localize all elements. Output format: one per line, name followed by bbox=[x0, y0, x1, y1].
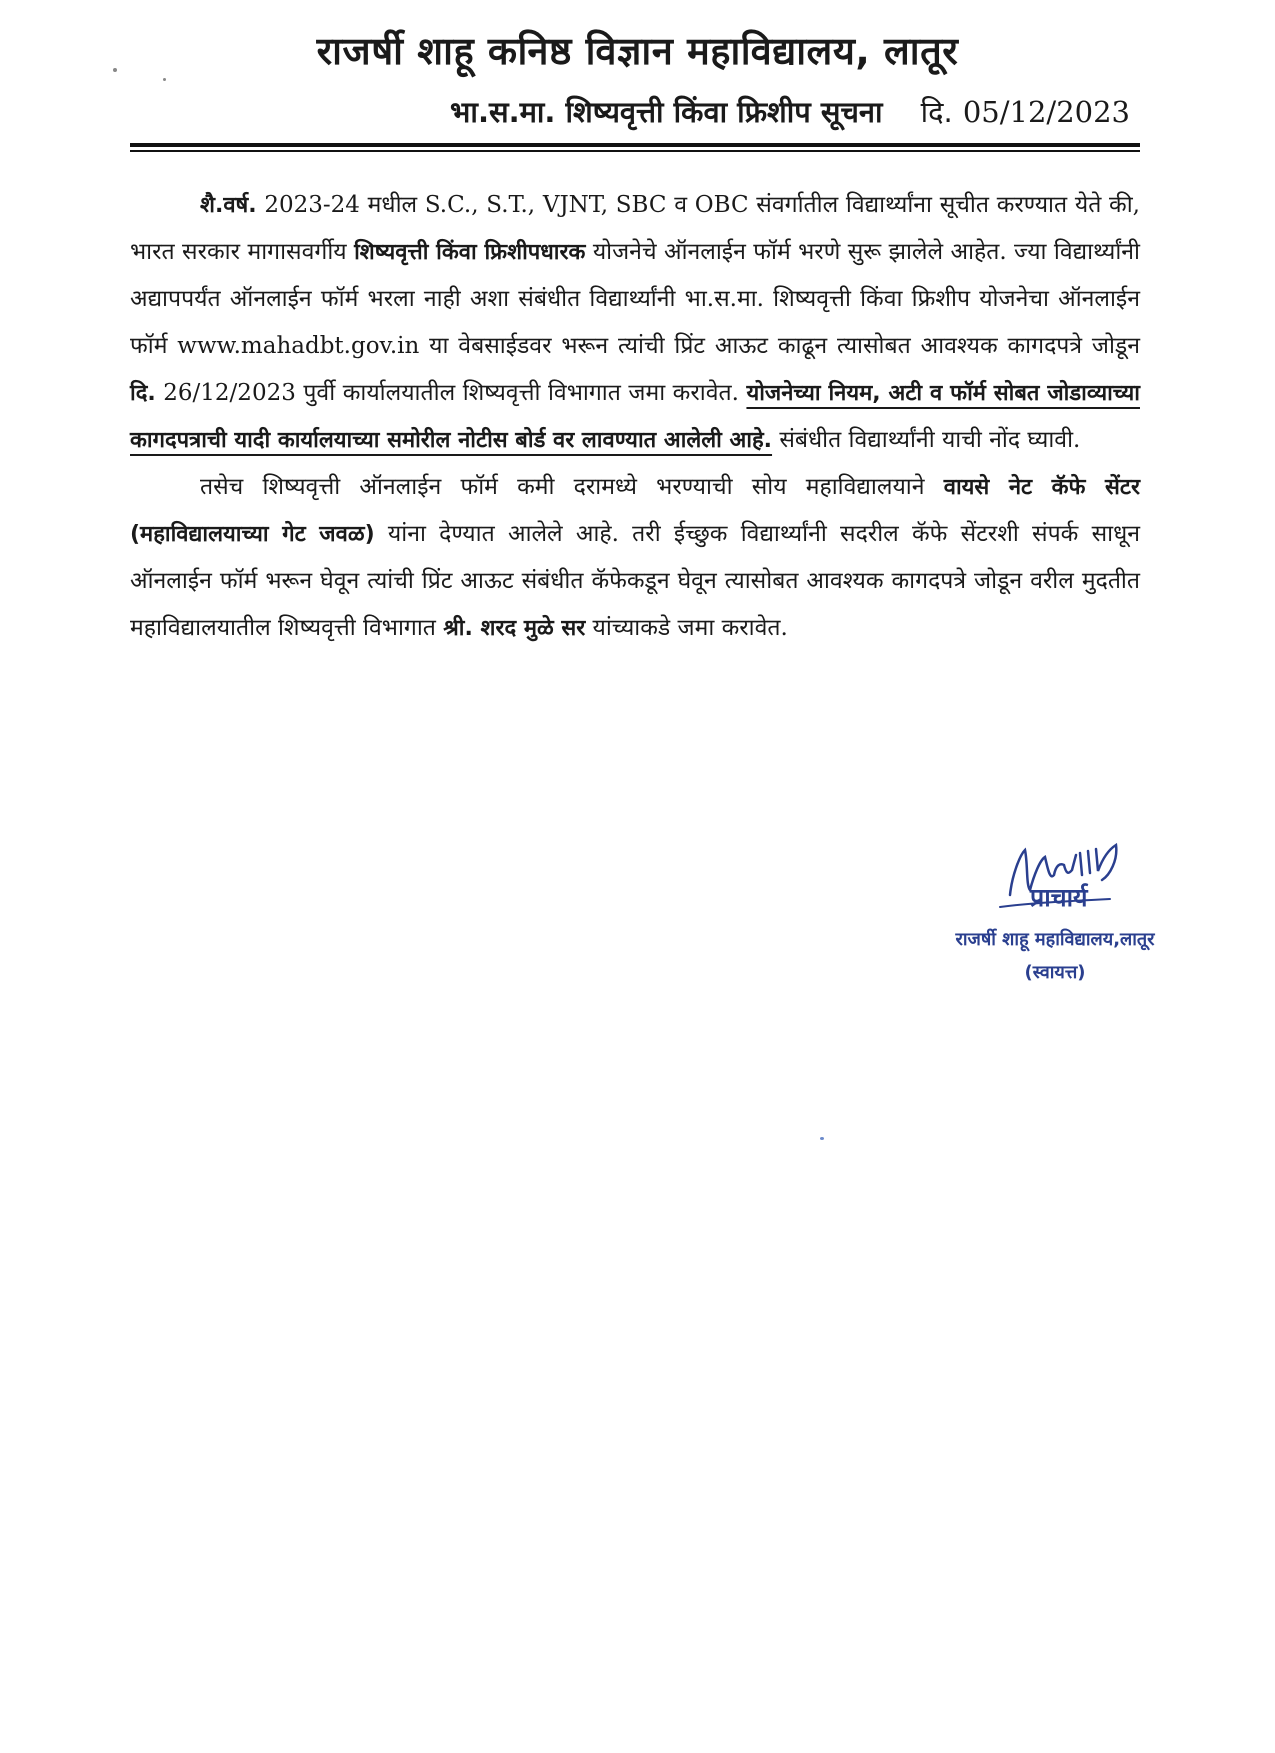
deadline-label: दि. bbox=[130, 381, 156, 406]
stamp-status: (स्वायत्त) bbox=[1024, 962, 1086, 983]
notice-title: भा.स.मा. शिष्यवृत्ती किंवा फ्रिशीप सूचना bbox=[450, 95, 883, 129]
cafe-name: वायसे नेट कॅफे सेंटर (महाविद्यालयाच्या गेट जवळ) bbox=[130, 475, 1141, 547]
paragraph-2-text: यांना देण्यात आलेले आहे. तरी ईच्छुक विद्यार्थ्यांनी सदरील कॅफे सेंटरशी संपर्क साधून ऑनलाईन फॉर्म भरून घेवून त्यांची प्रिंट आऊट संबंधीत कॅफेकडून घेवून त्यासोबत आवश्यक कागदपत्रे जोडून वरील मुदतीत महाविद्यालयातील शिष्यवृत्ती विभागात bbox=[130, 521, 1140, 641]
notice-subtitle bbox=[200, 92, 1130, 131]
date-label: दि. bbox=[920, 95, 953, 129]
paragraph-1-text: 2023-24 मधील S.C., S.T., VJNT, SBC व OBC संवर्गातील विद्यार्थ्यांना सूचीत करण्यात येते की, भारत सरकार मागासवर्गीय bbox=[130, 192, 1140, 265]
notice-board-text: योजनेच्या नियम, अटी व फॉर्म सोबत जोडाव्याच्या कागदपत्राची यादी कार्यालयाच्या समोरील नोटीस बोर्ड वर लावण्यात आलेली आहे. bbox=[130, 381, 1140, 453]
paragraph-2-text: तसेच शिष्यवृत्ती ऑनलाईन फॉर्म कमी दरामध्ये भरण्याची सोय महाविद्यालयाने bbox=[200, 474, 944, 500]
contact-person: श्री. शरद मुळे सर bbox=[443, 616, 586, 641]
designation: प्राचार्य bbox=[1030, 883, 1088, 912]
scheme-name: शिष्यवृत्ती किंवा फ्रिशीपधारक bbox=[354, 240, 586, 265]
college-title: राजर्षी शाहू कनिष्ठ विज्ञान महाविद्यालय, लातूर bbox=[316, 29, 959, 73]
paragraph-2-text: यांच्याकडे जमा करावेत. bbox=[585, 615, 788, 641]
paragraph-2 bbox=[130, 464, 1140, 652]
paragraph-1-text: योजनेचे ऑनलाईन फॉर्म भरणे सुरू झालेले आहेत. ज्या विद्यार्थ्यांनी अद्यापपर्यंत ऑनलाईन फॉर्म भरला नाही अशा संबंधीत विद्यार्थ्यांनी भा.स.मा. शिष्यवृत्ती किंवा फ्रिशीप योजनेचा ऑनलाईन फॉर्म www.mahadbt.gov.in या वेबसाईडवर भरून त्यांची प्रिंट आऊट काढून त्यासोबत आवश्यक कागदपत्रे जोडून bbox=[130, 239, 1141, 359]
paragraph-1 bbox=[130, 182, 1140, 464]
academic-year-label: शै.वर्ष. bbox=[200, 193, 257, 218]
paragraph-1-text: संबंधीत विद्यार्थ्यांनी याची नोंद घ्यावी. bbox=[772, 427, 1081, 453]
scan-speck bbox=[820, 1137, 824, 1140]
header-divider-thin bbox=[130, 150, 1140, 152]
stamp-college-name: राजर्षी शाहू महाविद्यालय,लातूर bbox=[955, 929, 1155, 950]
header-divider bbox=[130, 143, 1140, 147]
notice-date: 05/12/2023 bbox=[962, 95, 1130, 129]
notice-body bbox=[130, 182, 1140, 652]
deadline-text: 26/12/2023 पुर्वी कार्यालयातील शिष्यवृत्ती विभागात जमा करावेत. bbox=[155, 380, 747, 406]
scan-speck bbox=[163, 78, 166, 81]
